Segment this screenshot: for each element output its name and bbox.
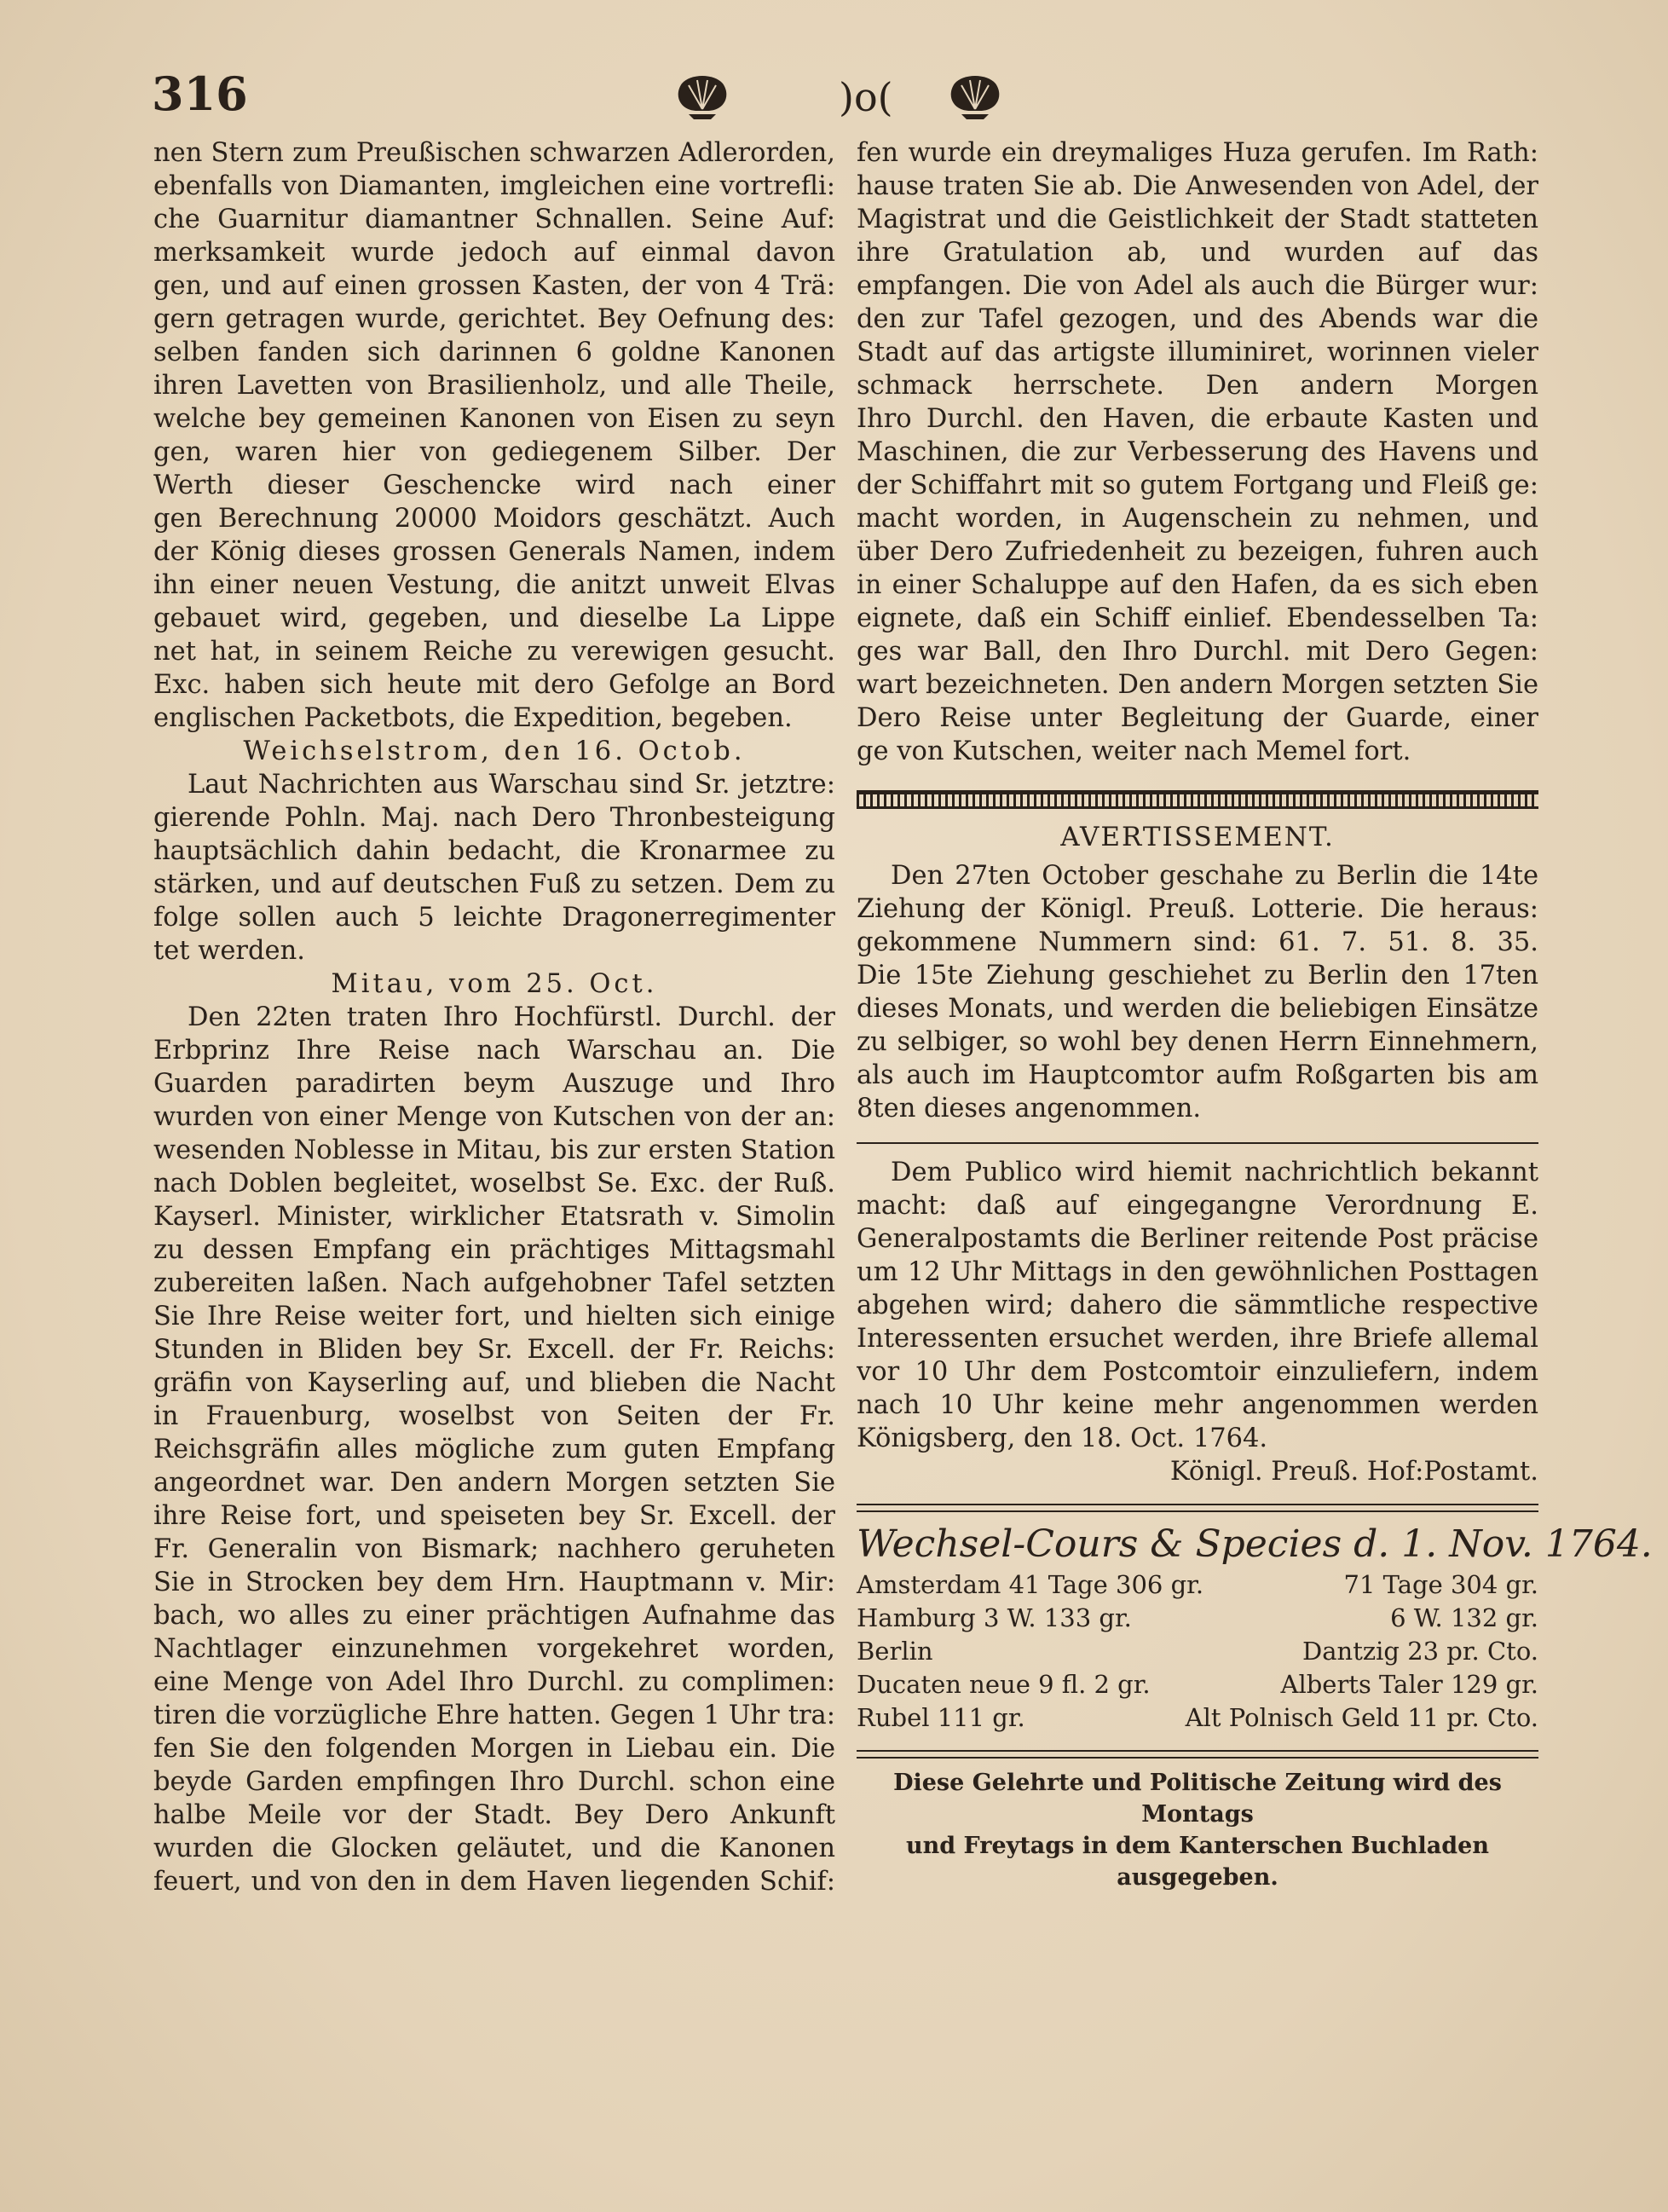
text-line: eignete, daß ein Schiff einlief. Ebendesselben Ta: (857, 604, 1538, 633)
text-line: Sie Ihre Reise weiter fort, und hielten sich einige (153, 1302, 835, 1331)
text-line: als auch im Hauptcomtor aufm Roßgarten bis am (857, 1060, 1538, 1090)
text-line: dieses Monats, und werden die beliebigen Einsätze (857, 994, 1538, 1024)
text-line: che Guarnitur diamantner Schnallen. Seine Auf: (153, 205, 835, 234)
wechsel-row (857, 1668, 1538, 1701)
text-line: schmack herrschete. Den andern Morgen (857, 371, 1538, 401)
text-line: Stunden in Bliden bey Sr. Excell. der Fr. Reichs: (153, 1335, 835, 1365)
text-line: bach, wo alles zu einer prächtigen Aufnahme das (153, 1601, 835, 1631)
text-line: der Schiffahrt mit so gutem Fortgang und Fleiß ge: (857, 471, 1538, 500)
text-line: Mitau, vom 25. Oct. (331, 969, 658, 999)
text-line: ihre Reise fort, und speiseten bey Sr. Excell. der (153, 1501, 835, 1531)
text-line: folge sollen auch 5 leichte Dragonerregimenter (153, 903, 835, 933)
text-line: vor 10 Uhr dem Postcomtoir einzuliefern, indem (857, 1357, 1538, 1387)
text-line: ihren Lavetten von Brasilienholz, und alle Theile, (153, 371, 835, 401)
final-notice-line: und Freytags in dem Kanterschen Buchladen (906, 1833, 1489, 1859)
text-line: Fr. Generalin von Bismark; nachhero geruheten (153, 1534, 835, 1564)
final-divider (857, 1750, 1538, 1759)
text-line: wurden von einer Menge von Kutschen von der an: (153, 1102, 835, 1132)
text-line: in einer Schaluppe auf den Hafen, da es sich eben (857, 570, 1538, 600)
wechsel-right: Dantzig 23 pr. Cto. (1302, 1637, 1538, 1666)
text-line: Ziehung der Königl. Preuß. Lotterie. Die heraus: (857, 894, 1538, 924)
text-line: zu selbiger, so wohl bey denen Herrn Einnehmern, (857, 1027, 1538, 1057)
text-line: gekommene Nummern sind: 61. 7. 51. 8. 35. (857, 927, 1538, 957)
text-line: nen Stern zum Preußischen schwarzen Adlerorden, (153, 138, 835, 168)
wechsel-left: Ducaten neue 9 fl. 2 gr. (857, 1670, 1151, 1699)
text-line: Kayserl. Minister, wirklicher Etatsrath v. Simolin (153, 1202, 835, 1232)
section-divider (857, 790, 1538, 809)
text-line: macht: daß auf eingegangne Verordnung E. (857, 1191, 1538, 1221)
wechsel-title: Wechsel-Cours & Species d. 1. Nov. 1764. (857, 1522, 1653, 1566)
wechsel-right: Alt Polnisch Geld 11 pr. Cto. (1185, 1703, 1538, 1732)
text-line: Guarden paradirten beym Auszuge und Ihro (153, 1069, 835, 1099)
notice-divider (857, 1142, 1538, 1144)
text-line: gern getragen wurde, gerichtet. Bey Oefnung des: (153, 304, 835, 334)
text-line: Reichsgräfin alles mögliche zum guten Empfang (153, 1435, 835, 1464)
text-line: Laut Nachrichten aus Warschau sind Sr. jetztre: (188, 770, 835, 800)
text-line: merksamkeit wurde jedoch auf einmal davon (153, 238, 835, 268)
text-line: gierende Pohln. Maj. nach Dero Thronbesteigung (153, 803, 835, 833)
text-line: Erbprinz Ihre Reise nach Warschau an. Die (153, 1036, 835, 1066)
right-column-article (857, 136, 1538, 768)
text-line: ges war Ball, den Ihro Durchl. mit Dero Gegen: (857, 637, 1538, 667)
text-line: Stadt auf das artigste illuminiret, worinnen vieler (857, 338, 1538, 367)
text-line: eine Menge von Adel Ihro Durchl. zu complimen: (153, 1667, 835, 1697)
text-line: empfangen. Die von Adel als auch die Bürger wur: (857, 271, 1538, 301)
text-line: Dero Reise unter Begleitung der Guarde, einer (857, 703, 1538, 733)
wechsel-row (857, 1701, 1538, 1735)
text-line: Maschinen, die zur Verbesserung des Havens und (857, 437, 1538, 467)
text-line: net hat, in seinem Reiche zu verewigen gesucht. (153, 637, 835, 667)
wechsel-left: Hamburg 3 W. 133 gr. (857, 1603, 1132, 1632)
text-line: selben fanden sich darinnen 6 goldne Kanonen (153, 338, 835, 367)
text-line: Ihro Durchl. den Haven, die erbaute Kasten und (857, 404, 1538, 434)
text-line: tiren die vorzügliche Ehre hatten. Gegen 1 Uhr tra: (153, 1701, 835, 1730)
left-column (153, 136, 835, 1898)
wechsel-right: Alberts Taler 129 gr. (1280, 1670, 1538, 1699)
text-line: Weichselstrom, den 16. Octob. (243, 736, 746, 766)
avertissement-heading: AVERTISSEMENT. (1060, 822, 1335, 852)
text-line: macht worden, in Augenschein zu nehmen, und (857, 504, 1538, 534)
header-mark: )o( (839, 74, 893, 120)
text-line: gräfin von Kayserling auf, und blieben die Nacht (153, 1368, 835, 1398)
text-line: Sie in Strocken bey dem Hrn. Hauptmann v. Mir: (153, 1568, 835, 1597)
text-line: in Frauenburg, woselbst von Seiten der Fr. (153, 1401, 835, 1431)
text-line: Generalpostamts die Berliner reitende Post präcise (857, 1224, 1538, 1254)
final-notice-line: Diese Gelehrte und Politische Zeitung wird des Montags (893, 1770, 1502, 1828)
wechsel-left: Amsterdam 41 Tage 306 gr. (857, 1570, 1204, 1599)
page-header (152, 66, 1541, 135)
text-line: tet werden. (153, 936, 305, 966)
publico-signature: Königl. Preuß. Hof:Postamt. (1169, 1457, 1538, 1487)
text-line: zu dessen Empfang ein prächtiges Mittagsmahl (153, 1235, 835, 1265)
wechsel-table (857, 1568, 1538, 1735)
text-line: ihre Gratulation ab, und wurden auf das (857, 238, 1538, 268)
text-line: Werth dieser Geschencke wird nach einer (153, 471, 835, 500)
text-line: stärken, und auf deutschen Fuß zu setzen. Dem zu (153, 869, 835, 899)
text-line: gen, waren hier von gediegenem Silber. Der (153, 437, 835, 467)
text-line: Exc. haben sich heute mit dero Gefolge an Bord (153, 670, 835, 700)
text-line: beyde Garden empfingen Ihro Durchl. schon eine (153, 1767, 835, 1797)
text-line: ebenfalls von Diamanten, imgleichen eine vortrefli: (153, 171, 835, 201)
text-line: wart bezeichneten. Den andern Morgen setzten Sie (857, 670, 1538, 700)
text-line: gen, und auf einen grossen Kasten, der von 4 Trä: (153, 271, 835, 301)
text-line: Interessenten ersuchet werden, ihre Briefe allemal (857, 1324, 1538, 1354)
wechsel-right: 6 W. 132 gr. (1390, 1603, 1538, 1632)
text-line: feuert, und von den in dem Haven liegenden Schif: (153, 1867, 835, 1897)
text-line: nach 10 Uhr keine mehr angenommen werden (857, 1390, 1538, 1420)
final-notice-line: ausgegeben. (1117, 1864, 1278, 1891)
text-line: ge von Kutschen, weiter nach Memel fort. (857, 736, 1411, 766)
text-line: Königsberg, den 18. Oct. 1764. (857, 1424, 1268, 1453)
text-line: Den 27ten October geschahe zu Berlin die 14te (891, 861, 1538, 891)
text-line: gen Berechnung 20000 Moidors geschätzt. Auch (153, 504, 835, 534)
text-line: um 12 Uhr Mittags in den gewöhnlichen Posttagen (857, 1257, 1538, 1287)
text-line: wurden die Glocken geläutet, und die Kanonen (153, 1834, 835, 1863)
text-line: wesenden Noblesse in Mitau, bis zur ersten Station (153, 1135, 835, 1165)
text-line: abgehen wird; dahero die sämmtliche respective (857, 1291, 1538, 1320)
text-line: englischen Packetbots, die Expedition, begeben. (153, 703, 793, 733)
text-line: zubereiten laßen. Nach aufgehobner Tafel setzten (153, 1268, 835, 1298)
wechsel-row (857, 1635, 1538, 1668)
text-line: Magistrat und die Geistlichkeit der Stadt statteten (857, 205, 1538, 234)
text-line: hauptsächlich dahin bedacht, die Kronarmee zu (153, 836, 835, 866)
text-line: fen Sie den folgenden Morgen in Liebau ein. Die (153, 1734, 835, 1764)
avertissement-body (857, 859, 1538, 1125)
text-line: über Dero Zufriedenheit zu bezeigen, fuhren auch (857, 537, 1538, 567)
text-line: Den 22ten traten Ihro Hochfürstl. Durchl. der (188, 1002, 835, 1032)
publico-notice (857, 1156, 1538, 1455)
text-line: nach Doblen begleitet, woselbst Se. Exc. der Ruß. (153, 1169, 835, 1198)
text-line: gebauet wird, gegeben, und dieselbe La Lippe (153, 604, 835, 633)
text-line: Nachtlager einzunehmen vorgekehret worden, (153, 1634, 835, 1664)
page-number: 316 (152, 66, 248, 121)
text-line: halbe Meile vor der Stadt. Bey Dero Ankunft (153, 1800, 835, 1830)
right-column (857, 136, 1653, 1893)
text-line: Dem Publico wird hiemit nachrichtlich bekannt (891, 1158, 1538, 1187)
wechsel-row (857, 1602, 1538, 1635)
shell-ornament-icon (663, 70, 1055, 121)
text-line: Die 15te Ziehung geschiehet zu Berlin den 17ten (857, 961, 1538, 990)
final-notice (857, 1767, 1538, 1893)
text-line: 8ten dieses angenommen. (857, 1094, 1202, 1123)
text-line: der König dieses grossen Generals Namen, indem (153, 537, 835, 567)
text-line: welche bey gemeinen Kanonen von Eisen zu seyn (153, 404, 835, 434)
wechsel-divider (857, 1504, 1538, 1512)
wechsel-left: Berlin (857, 1637, 933, 1666)
text-line: ihn einer neuen Vestung, die anitzt unweit Elvas (153, 570, 835, 600)
text-line: fen wurde ein dreymaliges Huza gerufen. Im Rath: (857, 138, 1538, 168)
wechsel-right: 71 Tage 304 gr. (1343, 1570, 1538, 1599)
text-line: angeordnet war. Den andern Morgen setzten Sie (153, 1468, 835, 1498)
wechsel-row (857, 1568, 1538, 1602)
text-line: hause traten Sie ab. Die Anwesenden von Adel, der (857, 171, 1538, 201)
wechsel-left: Rubel 111 gr. (857, 1703, 1025, 1732)
text-line: den zur Tafel gezogen, und des Abends war die (857, 304, 1538, 334)
